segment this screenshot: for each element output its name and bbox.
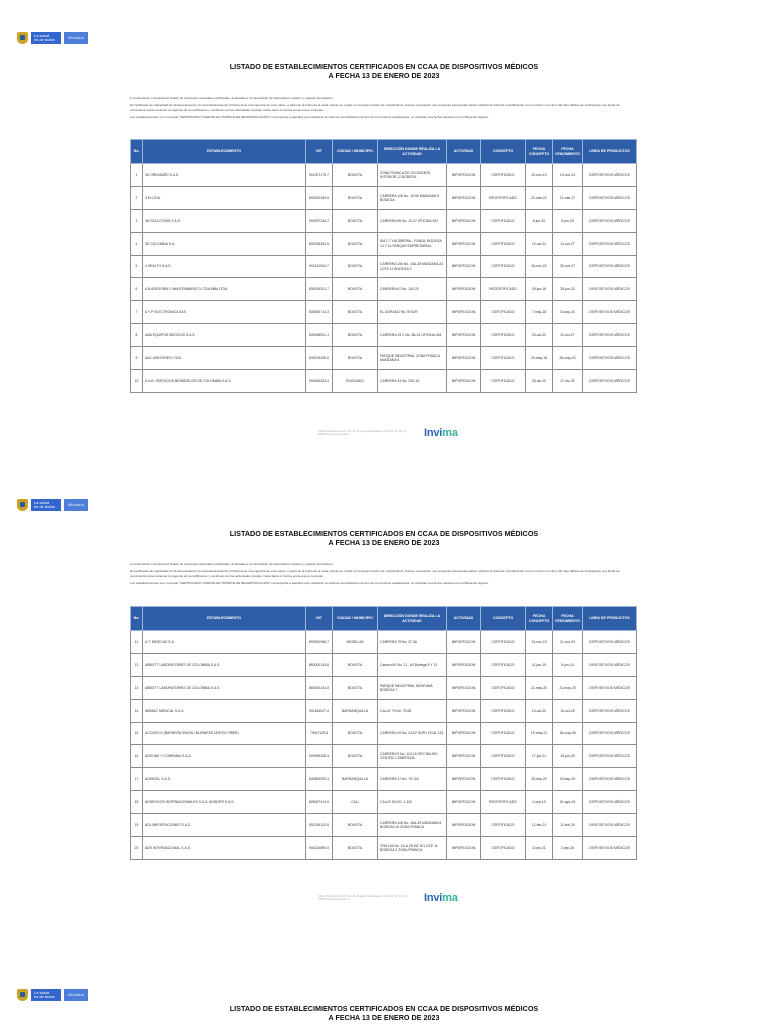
table-cell: IMPORTACION: [447, 186, 481, 209]
document-page-2: [0, 490, 768, 980]
establishments-table: [130, 139, 637, 393]
table-cell: 3-sep-21: [526, 837, 553, 860]
table-cell: 26-jun-18: [526, 278, 553, 301]
table-row: [131, 255, 637, 278]
table-cell: PARQUE INDUSTRIAL MONTANA BODEGA 7: [378, 676, 447, 699]
table-cell: CALLE 79 No. 79-65: [378, 699, 447, 722]
table-cell: DISPOSITIVOS MÉDICOS: [583, 324, 637, 347]
table-cell: CERTIFICADO: [481, 768, 526, 791]
table-cell: 2-sep-26: [553, 837, 583, 860]
column-header: CIUDAD / MUNICIPIO: [333, 607, 378, 631]
table-cell: 800150154-5: [306, 186, 333, 209]
table-cell: BOGOTA: [333, 209, 378, 232]
table-cell: 4: [131, 232, 143, 255]
table-cell: 5-jun-25: [553, 209, 583, 232]
table-cell: 3D ORISUMED S.A.S.: [143, 164, 306, 187]
table-cell: 9-jun-24: [553, 653, 583, 676]
invima-footer: [318, 425, 468, 441]
table-cell: 16: [131, 745, 143, 768]
table-cell: CERTIFICADO: [481, 232, 526, 255]
table-cell: PARQUE INDUSTRIAL ZONA FRANCA MANZANA 5: [378, 347, 447, 370]
table-cell: 13-nov-19: [526, 631, 553, 654]
table-cell: 22-mar-22: [526, 186, 553, 209]
table-cell: CARRERA 106 No. 15A-25 MANZANA 24 LOTE 11 BODEGA 3: [378, 255, 447, 278]
table-cell: 1: [131, 164, 143, 187]
table-cell: IMPORTACION: [447, 653, 481, 676]
table-cell: CARRERA 19 C No. 86-14 OFICINA 404: [378, 324, 447, 347]
table-cell: IMPORTACION: [447, 722, 481, 745]
table-cell: DISPOSITIVOS MÉDICOS: [583, 791, 637, 814]
table-cell: 860002134-8: [306, 653, 333, 676]
gov-slogan: La salud es de todos: [31, 32, 61, 44]
table-cell: 12-feb-21: [526, 814, 553, 837]
table-cell: ACCIVECO (BARRERA SIMON / BUSINESS UNITED FIBER): [143, 722, 306, 745]
table-cell: 28-may-23: [553, 347, 583, 370]
table-cell: 25-sep-20: [526, 768, 553, 791]
table-cell: DISPOSITIVOS MÉDICOS: [583, 676, 637, 699]
table-cell: 900937240-2: [306, 209, 333, 232]
page-title: LISTADO DE ESTABLECIMIENTOS CERTIFICADOS EN CCAA DE DISPOSITIVOS MÉDICOS A FECHA 13 DE ENERO DE 2023: [229, 62, 539, 80]
table-cell: 16-jun-26: [553, 745, 583, 768]
table-cell: 17-jun-21: [526, 745, 553, 768]
ministry-label: Minsalud: [64, 989, 88, 1001]
table-cell: 3M SOLUTIONS S.A.S.: [143, 209, 306, 232]
table-cell: 22-may-20: [526, 676, 553, 699]
table-cell: BOGOTA: [333, 255, 378, 278]
table-cell: 24-sep-25: [553, 768, 583, 791]
table-cell: 13: [131, 676, 143, 699]
table-cell: 79447129-8: [306, 722, 333, 745]
table-cell: CERTIFICADO: [481, 347, 526, 370]
table-cell: 20-nov-19: [526, 164, 553, 187]
table-cell: A Y P ELECTRONICA SAS: [143, 301, 306, 324]
table-cell: 18-may-26: [553, 722, 583, 745]
table-cell: ABBOTT LABORATORIES DE COLOMBIA S.A.S.: [143, 676, 306, 699]
table-cell: DISPOSITIVOS MÉDICOS: [583, 631, 637, 654]
table-cell: 901184027-4: [306, 699, 333, 722]
gov-logo: [17, 32, 88, 44]
table-cell: IMPORTACION: [447, 164, 481, 187]
column-header: ACTIVIDAD: [447, 607, 481, 631]
table-cell: 25-jun-23: [553, 278, 583, 301]
table-row: [131, 722, 637, 745]
table-cell: 6-jun-20: [526, 209, 553, 232]
table-cell: 7-may-18: [526, 301, 553, 324]
table-cell: 23-oct-22: [526, 324, 553, 347]
table-cell: IMPORTACION: [447, 301, 481, 324]
table-cell: ABBOTT LABORATORIES DE COLOMBIA S.A.S.: [143, 653, 306, 676]
table-cell: BOGOTA: [333, 814, 378, 837]
table-cell: DISPOSITIVOS MÉDICOS: [583, 255, 637, 278]
table-cell: CRA 106 No. 15-A-25 MZ 20 LOTE 11 BODEGA 2 ZONA FRANCA: [378, 837, 447, 860]
table-cell: 21-may-25: [553, 676, 583, 699]
column-header: No.: [131, 140, 143, 164]
column-header: FECHA VENCIMIENTO: [553, 607, 583, 631]
column-header: FECHA CONCEPTO: [526, 140, 553, 164]
column-header: NIT: [306, 607, 333, 631]
table-cell: ZONA FRANCA DE OCCIDENTE, INTERIOR 12 BODEGA: [378, 164, 447, 187]
table-cell: 28-dic-20: [526, 370, 553, 393]
table-cell: 11: [131, 631, 143, 654]
table-cell: CALLE 35 NO. 1-115: [378, 791, 447, 814]
page-title: LISTADO DE ESTABLECIMIENTOS CERTIFICADOS EN CCAA DE DISPOSITIVOS MÉDICOS A FECHA 13 DE ENERO DE 2023: [229, 529, 539, 547]
table-cell: 800035393-5: [306, 232, 333, 255]
document-page-1: [0, 0, 768, 490]
table-cell: 11-feb-26: [553, 814, 583, 837]
table-cell: IMPORTACION: [447, 768, 481, 791]
column-header: ESTABLECIMIENTO: [143, 140, 306, 164]
table-cell: CERTIFICADO: [481, 699, 526, 722]
column-header: ESTABLECIMIENTO: [143, 607, 306, 631]
table-cell: IMPORTACION: [447, 631, 481, 654]
table-cell: 7: [131, 301, 143, 324]
table-cell: AAB EQUIPOS MEDICOS S.A.S.: [143, 324, 306, 347]
column-header: FECHA VENCIMIENTO: [553, 140, 583, 164]
table-cell: CARRERA 106 No. 15A-25 MANZANA 8 BODEGA 16 ZONA FRANCA: [378, 814, 447, 837]
table-cell: CERTIFICADO: [481, 814, 526, 837]
table-cell: BOGOTA: [333, 653, 378, 676]
table-row: [131, 837, 637, 860]
table-cell: ADENTAL S.A.S.: [143, 768, 306, 791]
table-cell: IMPORTACION: [447, 278, 481, 301]
table-row: [131, 164, 637, 187]
table-row: [131, 745, 637, 768]
invima-footer: [318, 890, 468, 906]
table-cell: IMPORTACION: [447, 347, 481, 370]
table-cell: CARRERA 47 No. 79-104: [378, 768, 447, 791]
table-cell: 2-sep-19: [526, 791, 553, 814]
table-cell: RECERTIFICADO: [481, 186, 526, 209]
table-cell: DISPOSITIVOS MÉDICOS: [583, 370, 637, 393]
table-cell: 19-nov-24: [553, 164, 583, 187]
table-cell: 11-oct-27: [553, 232, 583, 255]
table-cell: DISPOSITIVOS MÉDICOS: [583, 768, 637, 791]
table-row: [131, 370, 637, 393]
table-cell: 5: [131, 255, 143, 278]
table-cell: 18: [131, 791, 143, 814]
table-row: [131, 301, 637, 324]
table-cell: 890931998-7: [306, 631, 333, 654]
table-cell: ADL IMPORTACIONES S.A.S.: [143, 814, 306, 837]
table-cell: Carrera 90 No. 21 - 60 Bodega 5 Y 13: [378, 653, 447, 676]
table-cell: 21-mar-27: [553, 186, 583, 209]
table-cell: IMPORTACION: [447, 745, 481, 768]
table-cell: CERTIFICADO: [481, 722, 526, 745]
table-cell: IMPORTACION: [447, 209, 481, 232]
table-header: [131, 607, 637, 631]
table-cell: CARRERA 9 No. 113-15 OFICINA 801 CENTRO COMERCIAL: [378, 745, 447, 768]
table-cell: 3: [131, 209, 143, 232]
table-cell: 830119430-0: [306, 347, 333, 370]
footer-address: Oficina Principal: Cra 10 N° 64 - 28 - Bogotá | Administrativo: Cra 10 N° 64 - 60 | (1) 2948700 | www.invima.gov.co: [318, 430, 407, 436]
table-header: [131, 140, 637, 164]
table-cell: BARRANQUILLA: [333, 699, 378, 722]
table-cell: 3S COLOMBIA S.A.: [143, 232, 306, 255]
colombia-shield-icon: [17, 989, 28, 1001]
column-header: ACTIVIDAD: [447, 140, 481, 164]
table-cell: IMPORTACION: [447, 699, 481, 722]
table-row: [131, 347, 637, 370]
table-cell: RECERTIFICADO: [481, 278, 526, 301]
table-cell: BOGOTA: [333, 186, 378, 209]
table-cell: CALI: [333, 791, 378, 814]
table-cell: 27-dic-25: [553, 370, 583, 393]
table-cell: CERTIFICADO: [481, 255, 526, 278]
table-cell: CERTIFICADO: [481, 837, 526, 860]
column-header: LINEA DE PRODUCTOS: [583, 607, 637, 631]
column-header: NIT: [306, 140, 333, 164]
table-cell: 860002134-8: [306, 676, 333, 699]
invima-logo: Invima: [424, 892, 458, 904]
ministry-label: Minsalud: [64, 499, 88, 511]
table-cell: 901307175-7: [306, 164, 333, 187]
colombia-shield-icon: [17, 32, 28, 44]
table-cell: ENVIGADO: [333, 370, 378, 393]
table-cell: IMPORTACION: [447, 324, 481, 347]
table-cell: BOGOTA: [333, 301, 378, 324]
table-cell: CERTIFICADO: [481, 653, 526, 676]
page-title: LISTADO DE ESTABLECIMIENTOS CERTIFICADOS EN CCAA DE DISPOSITIVOS MÉDICOS A FECHA 13 DE ENERO DE 2023: [229, 1004, 539, 1022]
table-cell: BOGOTA: [333, 232, 378, 255]
table-row: [131, 814, 637, 837]
table-cell: 9: [131, 347, 143, 370]
establishments-table: [130, 606, 637, 860]
colombia-shield-icon: [17, 499, 28, 511]
table-cell: CARRERA 85 No. 10-37 OFICINA 402: [378, 209, 447, 232]
table-cell: ADHESIVOS INTERNACIONALES S.A.S. ADINTER S.A.S.: [143, 791, 306, 814]
table-cell: DISPOSITIVOS MÉDICOS: [583, 186, 637, 209]
intro-text: A continuación encontrará el listado de empresas nacionales certificadas, dedicadas a la importación de dispositivos médicos y equipos biomédicos. El Certificado de Capacidad de Almacenamiento y/o Acondicionamiento (CCAA) tiene una vigencia de cinco años, a partir de la fecha de la visita, donde se expide el concepto técnico de cumplimiento. Para la renovación, las empresas interesadas deben solicitar la visita de recertificación como mínimo con cinco (5) días hábiles de anticipación a la fecha de vencimiento para mantener la vigencia de la certificación y continuar con las actividades propias, hasta tanto el Invima emita nuevo concepto. Los establecimientos con concepto "CERTIFICADO VIGENTE EN TRÁMITE DE RECERTIFICACIÓN" corresponde a aquellos que solicitaron la visita de recertificación dentro de los términos establecidos, no obstante a la fecha mantienen la certificación vigente.: [130, 562, 620, 586]
column-header: CONCEPTO: [481, 607, 526, 631]
table-cell: CARRERA 106 No. 15-50 MANZANA 5 BODEGA: [378, 186, 447, 209]
gov-slogan: La salud es de todos: [31, 989, 61, 1001]
table-cell: IMPORTACION: [447, 814, 481, 837]
table-cell: IMPORTACION: [447, 837, 481, 860]
column-header: CIUDAD / MUNICIPIO: [333, 140, 378, 164]
table-row: [131, 791, 637, 814]
table-cell: 2: [131, 186, 143, 209]
gov-logo: [17, 499, 88, 511]
table-cell: 12: [131, 653, 143, 676]
table-cell: EL DORADO 96-78 SUR: [378, 301, 447, 324]
table-cell: 22-oct-27: [553, 324, 583, 347]
gov-logo: [17, 989, 88, 1001]
table-cell: DISPOSITIVOS MÉDICOS: [583, 722, 637, 745]
table-row: [131, 278, 637, 301]
table-cell: DISPOSITIVOS MÉDICOS: [583, 301, 637, 324]
footer-address: Oficina Principal: Cra 10 N° 64 - 28 - Bogotá | Administrativo: Cra 10 N° 64 - 60 | (1) 2948700 | www.invima.gov.co: [318, 895, 407, 901]
table-cell: 19-may-21: [526, 722, 553, 745]
table-cell: BOGOTA: [333, 676, 378, 699]
table-cell: DISPOSITIVOS MÉDICOS: [583, 347, 637, 370]
table-cell: BOGOTA: [333, 278, 378, 301]
table-cell: CERTIFICADO: [481, 631, 526, 654]
table-cell: 20: [131, 837, 143, 860]
table-cell: 11-jun-19: [526, 653, 553, 676]
table-cell: BOGOTA: [333, 837, 378, 860]
table-cell: IMPORTACION: [447, 791, 481, 814]
table-cell: AAC ASESORES LTDA.: [143, 347, 306, 370]
table-cell: DISPOSITIVOS MÉDICOS: [583, 699, 637, 722]
table-cell: 900324890-5: [306, 837, 333, 860]
table-cell: 900544203-4: [306, 370, 333, 393]
table-cell: ADS INTERNACIONAL S.A.S.: [143, 837, 306, 860]
table-cell: IMPORTACION: [447, 232, 481, 255]
table-row: [131, 653, 637, 676]
table-body: [131, 164, 637, 393]
table-cell: ABIMAC MEDICAL S.A.S.: [143, 699, 306, 722]
column-header: FECHA CONCEPTO: [526, 607, 553, 631]
table-cell: A.T. MEDICAS S.A.: [143, 631, 306, 654]
table-cell: 15: [131, 722, 143, 745]
table-row: [131, 209, 637, 232]
table-cell: CERTIFICADO: [481, 370, 526, 393]
table-row: [131, 631, 637, 654]
table-cell: 29-may-18: [526, 347, 553, 370]
table-cell: IMPORTACION: [447, 255, 481, 278]
table-cell: 8: [131, 324, 143, 347]
table-row: [131, 768, 637, 791]
table-cell: BOGOTA: [333, 722, 378, 745]
table-cell: MEDELLIN: [333, 631, 378, 654]
table-cell: BARRANQUILLA: [333, 768, 378, 791]
table-cell: 31-ago-24: [553, 791, 583, 814]
table-cell: DISPOSITIVOS MÉDICOS: [583, 278, 637, 301]
table-cell: 25-nov-27: [553, 255, 583, 278]
table-cell: 14: [131, 699, 143, 722]
ministry-label: Minsalud: [64, 32, 88, 44]
table-cell: ADELINE Y COMPANIA S.A.S.: [143, 745, 306, 768]
column-header: DIRECCIÓN DONDE REALIZA LA ACTIVIDAD: [378, 607, 447, 631]
table-cell: RECERTIFICADO: [481, 791, 526, 814]
table-cell: KM 1.7 VIA SIBERIA - FUNZA, BODEGA 13 Y 14 PARQUE EMPRESARIAL: [378, 232, 447, 255]
table-cell: CARRERA 43 No. 23S-15: [378, 370, 447, 393]
table-cell: BOGOTA: [333, 745, 378, 768]
table-cell: CERTIFICADO: [481, 164, 526, 187]
column-header: DIRECCIÓN DONDE REALIZA LA ACTIVIDAD: [378, 140, 447, 164]
table-cell: 11-nov-24: [553, 631, 583, 654]
table-cell: DISPOSITIVOS MÉDICOS: [583, 814, 637, 837]
table-cell: CERTIFICADO: [481, 324, 526, 347]
table-cell: 10: [131, 370, 143, 393]
table-row: [131, 324, 637, 347]
table-row: [131, 676, 637, 699]
table-cell: 5-may-23: [553, 301, 583, 324]
table-body: [131, 631, 637, 860]
table-cell: BOGOTA: [333, 347, 378, 370]
table-cell: 26-nov-22: [526, 255, 553, 278]
table-cell: 19: [131, 814, 143, 837]
table-cell: CARRERA 20 No. 23-02 SUR LOCAL 101: [378, 722, 447, 745]
document-page-3: [0, 980, 768, 1024]
table-cell: 901339120-8: [306, 814, 333, 837]
table-cell: 830500293-3: [306, 768, 333, 791]
table-cell: CARRERA 67 No. 100-20: [378, 278, 447, 301]
table-cell: CERTIFICADO: [481, 745, 526, 768]
table-cell: CERTIFICADO: [481, 209, 526, 232]
table-cell: IMPORTACION: [447, 676, 481, 699]
table-cell: 830035001-1: [306, 324, 333, 347]
table-cell: BOGOTA: [333, 164, 378, 187]
column-header: CONCEPTO: [481, 140, 526, 164]
table-cell: A B ASESORIA Y MANTENIMIENTO LTDA ABM LTDA.: [143, 278, 306, 301]
intro-text: A continuación encontrará el listado de empresas nacionales certificadas, dedicadas a la importación de dispositivos médicos y equipos biomédicos. El Certificado de Capacidad de Almacenamiento y/o Acondicionamiento (CCAA) tiene una vigencia de cinco años, a partir de la fecha de la visita, donde se expide el concepto técnico de cumplimiento. Para la renovación, las empresas interesadas deben solicitar la visita de recertificación como mínimo con cinco (5) días hábiles de anticipación a la fecha de vencimiento para mantener la vigencia de la certificación y continuar con las actividades propias, hasta tanto el Invima emita nuevo concepto. Los establecimientos con concepto "CERTIFICADO VIGENTE EN TRÁMITE DE RECERTIFICACIÓN" corresponde a aquellos que solicitaron la visita de recertificación dentro de los términos establecidos, no obstante a la fecha mantienen la certificación vigente.: [130, 96, 620, 120]
table-cell: 6: [131, 278, 143, 301]
table-cell: 4 HEALTH S.A.S.: [143, 255, 306, 278]
table-cell: CARRERA 79 No. 37-36: [378, 631, 447, 654]
table-cell: 900099208-3: [306, 745, 333, 768]
column-header: No.: [131, 607, 143, 631]
table-cell: 10-oct-20: [526, 699, 553, 722]
table-cell: 830034201-7: [306, 278, 333, 301]
table-row: [131, 699, 637, 722]
table-cell: 805007414-9: [306, 791, 333, 814]
table-cell: DISPOSITIVOS MÉDICOS: [583, 745, 637, 768]
table-cell: A.A.B. SERVICIOS BIOMEDICOS DE COLOMBIA S.A.S.: [143, 370, 306, 393]
table-cell: CERTIFICADO: [481, 301, 526, 324]
invima-logo: Invima: [424, 427, 458, 439]
table-cell: 3 M LTDA.: [143, 186, 306, 209]
table-cell: BOGOTA: [333, 324, 378, 347]
table-cell: DISPOSITIVOS MÉDICOS: [583, 232, 637, 255]
table-cell: 10-oct-25: [553, 699, 583, 722]
table-cell: IMPORTACION: [447, 370, 481, 393]
gov-slogan: La salud es de todos: [31, 499, 61, 511]
table-row: [131, 232, 637, 255]
table-cell: DISPOSITIVOS MÉDICOS: [583, 837, 637, 860]
table-cell: 17: [131, 768, 143, 791]
table-cell: 830054714-3: [306, 301, 333, 324]
table-cell: DISPOSITIVOS MÉDICOS: [583, 209, 637, 232]
table-row: [131, 186, 637, 209]
column-header: LINEA DE PRODUCTOS: [583, 140, 637, 164]
table-cell: DISPOSITIVOS MÉDICOS: [583, 653, 637, 676]
table-cell: 12-oct-22: [526, 232, 553, 255]
table-cell: CERTIFICADO: [481, 676, 526, 699]
table-cell: DISPOSITIVOS MÉDICOS: [583, 164, 637, 187]
table-cell: 901131004-7: [306, 255, 333, 278]
